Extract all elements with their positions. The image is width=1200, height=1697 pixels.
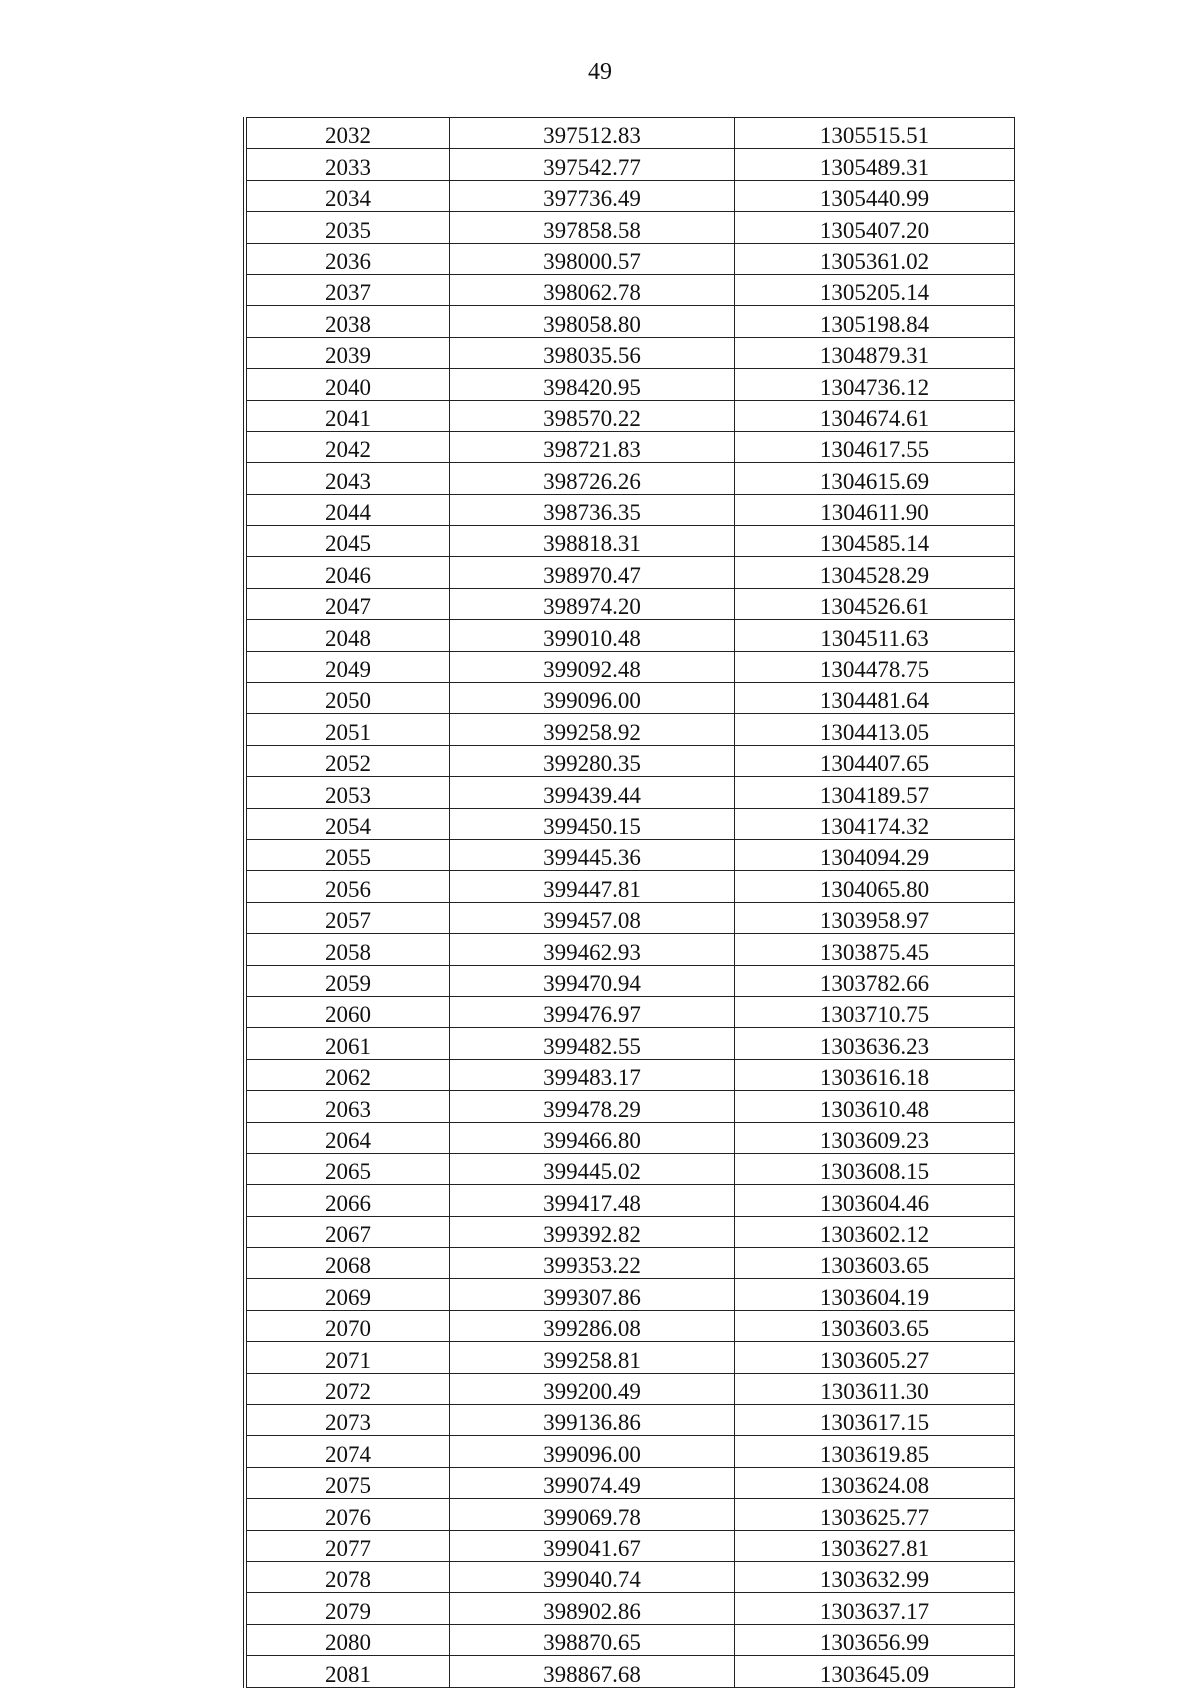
- x-coordinate-cell: 398867.68: [450, 1656, 735, 1687]
- point-number-cell: 2054: [247, 808, 450, 839]
- table-row: [247, 1028, 1015, 1059]
- point-number-cell: 2053: [247, 777, 450, 808]
- x-coordinate-cell: 398970.47: [450, 557, 735, 588]
- point-number-cell: 2067: [247, 1216, 450, 1247]
- point-number-cell: 2071: [247, 1342, 450, 1373]
- point-number-cell: 2042: [247, 431, 450, 462]
- point-number-cell: 2076: [247, 1499, 450, 1530]
- y-coordinate-cell: 1303710.75: [735, 996, 1015, 1027]
- y-coordinate-cell: 1304094.29: [735, 839, 1015, 870]
- point-number-cell: 2041: [247, 400, 450, 431]
- x-coordinate-cell: 399476.97: [450, 996, 735, 1027]
- y-coordinate-cell: 1303637.17: [735, 1593, 1015, 1624]
- table-row: [247, 1530, 1015, 1561]
- y-coordinate-cell: 1304189.57: [735, 777, 1015, 808]
- table-row: [247, 1436, 1015, 1467]
- point-number-cell: 2065: [247, 1153, 450, 1184]
- x-coordinate-cell: 399482.55: [450, 1028, 735, 1059]
- table-row: [247, 588, 1015, 619]
- point-number-cell: 2061: [247, 1028, 450, 1059]
- x-coordinate-cell: 398570.22: [450, 400, 735, 431]
- y-coordinate-cell: 1305205.14: [735, 274, 1015, 305]
- point-number-cell: 2074: [247, 1436, 450, 1467]
- table-row: [247, 1499, 1015, 1530]
- y-coordinate-cell: 1304174.32: [735, 808, 1015, 839]
- table-row: [247, 934, 1015, 965]
- y-coordinate-cell: 1303610.48: [735, 1091, 1015, 1122]
- table-row: [247, 683, 1015, 714]
- y-coordinate-cell: 1304407.65: [735, 745, 1015, 776]
- point-number-cell: 2038: [247, 306, 450, 337]
- point-number-cell: 2048: [247, 620, 450, 651]
- table-row: [247, 714, 1015, 745]
- x-coordinate-cell: 399280.35: [450, 745, 735, 776]
- x-coordinate-cell: 399483.17: [450, 1059, 735, 1090]
- y-coordinate-cell: 1304611.90: [735, 494, 1015, 525]
- x-coordinate-cell: 399074.49: [450, 1467, 735, 1498]
- table-row: [247, 839, 1015, 870]
- y-coordinate-cell: 1303625.77: [735, 1499, 1015, 1530]
- x-coordinate-cell: 399069.78: [450, 1499, 735, 1530]
- point-number-cell: 2080: [247, 1624, 450, 1655]
- point-number-cell: 2064: [247, 1122, 450, 1153]
- point-number-cell: 2075: [247, 1467, 450, 1498]
- point-number-cell: 2032: [247, 118, 450, 149]
- table-row: [247, 1467, 1015, 1498]
- table-row: [247, 526, 1015, 557]
- point-number-cell: 2039: [247, 337, 450, 368]
- table-row: [247, 1122, 1015, 1153]
- point-number-cell: 2079: [247, 1593, 450, 1624]
- table-row: [247, 620, 1015, 651]
- table-row: [247, 431, 1015, 462]
- y-coordinate-cell: 1304526.61: [735, 588, 1015, 619]
- x-coordinate-cell: 399092.48: [450, 651, 735, 682]
- y-coordinate-cell: 1303603.65: [735, 1310, 1015, 1341]
- table-row: [247, 1342, 1015, 1373]
- x-coordinate-cell: 398035.56: [450, 337, 735, 368]
- point-number-cell: 2058: [247, 934, 450, 965]
- point-number-cell: 2057: [247, 902, 450, 933]
- x-coordinate-cell: 399457.08: [450, 902, 735, 933]
- page-number: 49: [588, 59, 612, 85]
- y-coordinate-cell: 1303605.27: [735, 1342, 1015, 1373]
- point-number-cell: 2047: [247, 588, 450, 619]
- y-coordinate-cell: 1304615.69: [735, 463, 1015, 494]
- y-coordinate-cell: 1303603.65: [735, 1248, 1015, 1279]
- y-coordinate-cell: 1304481.64: [735, 683, 1015, 714]
- table-row: [247, 996, 1015, 1027]
- x-coordinate-cell: 398726.26: [450, 463, 735, 494]
- x-coordinate-cell: 398902.86: [450, 1593, 735, 1624]
- table-row: [247, 871, 1015, 902]
- table-row: [247, 463, 1015, 494]
- point-number-cell: 2056: [247, 871, 450, 902]
- point-number-cell: 2046: [247, 557, 450, 588]
- point-number-cell: 2051: [247, 714, 450, 745]
- coordinates-table-wrapper: [243, 117, 1018, 1688]
- point-number-cell: 2081: [247, 1656, 450, 1687]
- x-coordinate-cell: 399096.00: [450, 1436, 735, 1467]
- point-number-cell: 2059: [247, 965, 450, 996]
- table-row: [247, 557, 1015, 588]
- point-number-cell: 2077: [247, 1530, 450, 1561]
- coordinates-table: [246, 117, 1015, 1688]
- point-number-cell: 2069: [247, 1279, 450, 1310]
- y-coordinate-cell: 1303645.09: [735, 1656, 1015, 1687]
- y-coordinate-cell: 1305440.99: [735, 180, 1015, 211]
- point-number-cell: 2044: [247, 494, 450, 525]
- x-coordinate-cell: 398974.20: [450, 588, 735, 619]
- table-row: [247, 808, 1015, 839]
- table-row: [247, 337, 1015, 368]
- x-coordinate-cell: 397858.58: [450, 212, 735, 243]
- x-coordinate-cell: 399445.02: [450, 1153, 735, 1184]
- x-coordinate-cell: 399470.94: [450, 965, 735, 996]
- x-coordinate-cell: 398062.78: [450, 274, 735, 305]
- x-coordinate-cell: 399353.22: [450, 1248, 735, 1279]
- point-number-cell: 2040: [247, 369, 450, 400]
- point-number-cell: 2034: [247, 180, 450, 211]
- x-coordinate-cell: 399200.49: [450, 1373, 735, 1404]
- y-coordinate-cell: 1303875.45: [735, 934, 1015, 965]
- y-coordinate-cell: 1305489.31: [735, 149, 1015, 180]
- x-coordinate-cell: 399466.80: [450, 1122, 735, 1153]
- table-row: [247, 149, 1015, 180]
- point-number-cell: 2078: [247, 1561, 450, 1592]
- y-coordinate-cell: 1303636.23: [735, 1028, 1015, 1059]
- y-coordinate-cell: 1303617.15: [735, 1405, 1015, 1436]
- x-coordinate-cell: 399462.93: [450, 934, 735, 965]
- table-row: [247, 1091, 1015, 1122]
- x-coordinate-cell: 399307.86: [450, 1279, 735, 1310]
- x-coordinate-cell: 398420.95: [450, 369, 735, 400]
- y-coordinate-cell: 1305361.02: [735, 243, 1015, 274]
- y-coordinate-cell: 1303604.46: [735, 1185, 1015, 1216]
- point-number-cell: 2063: [247, 1091, 450, 1122]
- x-coordinate-cell: 399417.48: [450, 1185, 735, 1216]
- point-number-cell: 2052: [247, 745, 450, 776]
- table-row: [247, 1185, 1015, 1216]
- table-row: [247, 306, 1015, 337]
- point-number-cell: 2049: [247, 651, 450, 682]
- point-number-cell: 2062: [247, 1059, 450, 1090]
- point-number-cell: 2068: [247, 1248, 450, 1279]
- table-row: [247, 651, 1015, 682]
- y-coordinate-cell: 1305515.51: [735, 118, 1015, 149]
- point-number-cell: 2043: [247, 463, 450, 494]
- table-row: [247, 1656, 1015, 1687]
- y-coordinate-cell: 1303624.08: [735, 1467, 1015, 1498]
- x-coordinate-cell: 399450.15: [450, 808, 735, 839]
- point-number-cell: 2066: [247, 1185, 450, 1216]
- table-row: [247, 1405, 1015, 1436]
- y-coordinate-cell: 1304528.29: [735, 557, 1015, 588]
- table-row: [247, 1561, 1015, 1592]
- x-coordinate-cell: 399447.81: [450, 871, 735, 902]
- y-coordinate-cell: 1304674.61: [735, 400, 1015, 431]
- table-row: [247, 1153, 1015, 1184]
- table-row: [247, 965, 1015, 996]
- x-coordinate-cell: 399010.48: [450, 620, 735, 651]
- table-row: [247, 1059, 1015, 1090]
- table-row: [247, 1624, 1015, 1655]
- x-coordinate-cell: 397542.77: [450, 149, 735, 180]
- table-row: [247, 745, 1015, 776]
- x-coordinate-cell: 398058.80: [450, 306, 735, 337]
- table-row: [247, 212, 1015, 243]
- y-coordinate-cell: 1303609.23: [735, 1122, 1015, 1153]
- table-row: [247, 274, 1015, 305]
- table-row: [247, 1373, 1015, 1404]
- point-number-cell: 2037: [247, 274, 450, 305]
- y-coordinate-cell: 1304879.31: [735, 337, 1015, 368]
- table-row: [247, 118, 1015, 149]
- table-row: [247, 243, 1015, 274]
- x-coordinate-cell: 398721.83: [450, 431, 735, 462]
- table-row: [247, 369, 1015, 400]
- point-number-cell: 2033: [247, 149, 450, 180]
- x-coordinate-cell: 399445.36: [450, 839, 735, 870]
- x-coordinate-cell: 399041.67: [450, 1530, 735, 1561]
- y-coordinate-cell: 1304065.80: [735, 871, 1015, 902]
- point-number-cell: 2036: [247, 243, 450, 274]
- point-number-cell: 2035: [247, 212, 450, 243]
- x-coordinate-cell: 399286.08: [450, 1310, 735, 1341]
- table-row: [247, 1216, 1015, 1247]
- x-coordinate-cell: 399258.81: [450, 1342, 735, 1373]
- y-coordinate-cell: 1303616.18: [735, 1059, 1015, 1090]
- table-row: [247, 1248, 1015, 1279]
- y-coordinate-cell: 1303782.66: [735, 965, 1015, 996]
- y-coordinate-cell: 1305198.84: [735, 306, 1015, 337]
- table-row: [247, 400, 1015, 431]
- x-coordinate-cell: 399478.29: [450, 1091, 735, 1122]
- x-coordinate-cell: 398870.65: [450, 1624, 735, 1655]
- point-number-cell: 2045: [247, 526, 450, 557]
- table-row: [247, 180, 1015, 211]
- point-number-cell: 2060: [247, 996, 450, 1027]
- x-coordinate-cell: 399392.82: [450, 1216, 735, 1247]
- y-coordinate-cell: 1303611.30: [735, 1373, 1015, 1404]
- x-coordinate-cell: 399040.74: [450, 1561, 735, 1592]
- point-number-cell: 2055: [247, 839, 450, 870]
- table-row: [247, 777, 1015, 808]
- y-coordinate-cell: 1303958.97: [735, 902, 1015, 933]
- x-coordinate-cell: 399439.44: [450, 777, 735, 808]
- y-coordinate-cell: 1304413.05: [735, 714, 1015, 745]
- y-coordinate-cell: 1304617.55: [735, 431, 1015, 462]
- x-coordinate-cell: 399258.92: [450, 714, 735, 745]
- y-coordinate-cell: 1303602.12: [735, 1216, 1015, 1247]
- table-body: [247, 118, 1015, 1688]
- y-coordinate-cell: 1304585.14: [735, 526, 1015, 557]
- x-coordinate-cell: 397512.83: [450, 118, 735, 149]
- point-number-cell: 2072: [247, 1373, 450, 1404]
- y-coordinate-cell: 1303608.15: [735, 1153, 1015, 1184]
- x-coordinate-cell: 398818.31: [450, 526, 735, 557]
- table-row: [247, 494, 1015, 525]
- x-coordinate-cell: 399096.00: [450, 683, 735, 714]
- y-coordinate-cell: 1303656.99: [735, 1624, 1015, 1655]
- table-row: [247, 1310, 1015, 1341]
- y-coordinate-cell: 1303632.99: [735, 1561, 1015, 1592]
- point-number-cell: 2050: [247, 683, 450, 714]
- x-coordinate-cell: 398736.35: [450, 494, 735, 525]
- y-coordinate-cell: 1305407.20: [735, 212, 1015, 243]
- point-number-cell: 2070: [247, 1310, 450, 1341]
- table-row: [247, 1593, 1015, 1624]
- point-number-cell: 2073: [247, 1405, 450, 1436]
- y-coordinate-cell: 1304736.12: [735, 369, 1015, 400]
- x-coordinate-cell: 397736.49: [450, 180, 735, 211]
- table-row: [247, 902, 1015, 933]
- y-coordinate-cell: 1303604.19: [735, 1279, 1015, 1310]
- y-coordinate-cell: 1303619.85: [735, 1436, 1015, 1467]
- y-coordinate-cell: 1304478.75: [735, 651, 1015, 682]
- x-coordinate-cell: 399136.86: [450, 1405, 735, 1436]
- y-coordinate-cell: 1303627.81: [735, 1530, 1015, 1561]
- y-coordinate-cell: 1304511.63: [735, 620, 1015, 651]
- x-coordinate-cell: 398000.57: [450, 243, 735, 274]
- table-row: [247, 1279, 1015, 1310]
